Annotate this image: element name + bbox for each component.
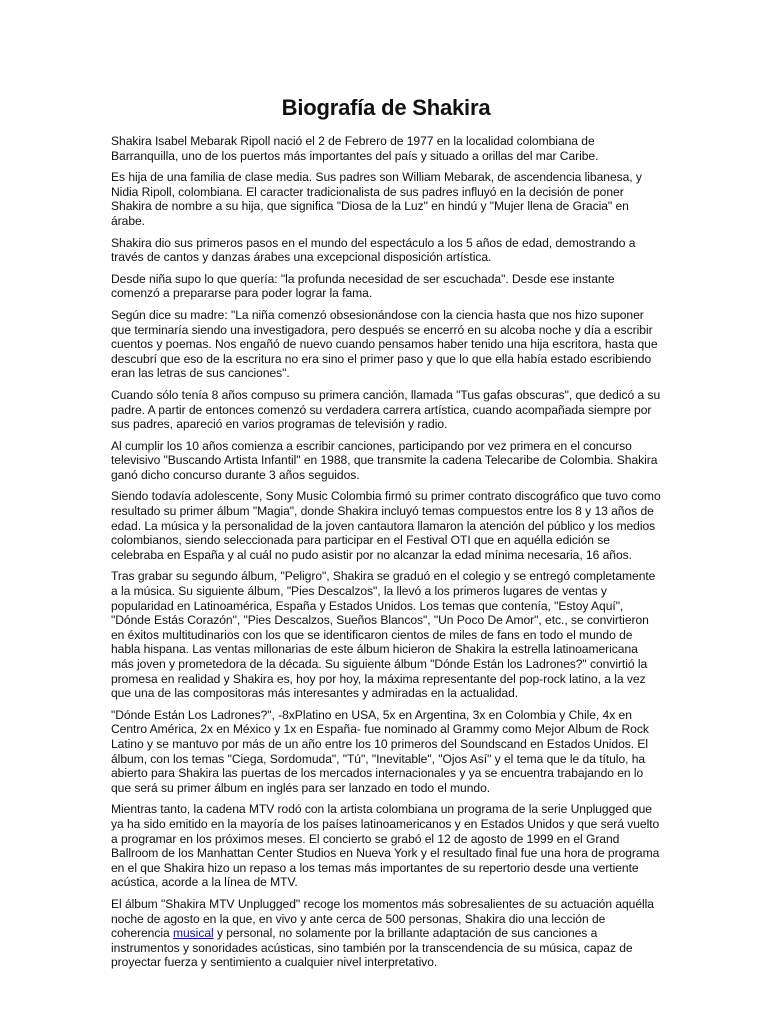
document-body xyxy=(111,94,661,977)
paragraph-career: Tras grabar su segundo álbum, "Peligro", Shakira se graduó en el colegio y se entregó completamente a la música. Su siguiente álbum, "Pies Descalzos", la llevó a los primeros lugares de ventas y popularidad en Latinoamérica, España y Estados Unidos. Los temas que contenía, "Estoy Aquí", "Dónde Estás Corazón", "Pies Descalzos, Sueños Blancos", "Un Poco De Amor", etc., se convirtieron en éxitos multitudinarios con los que se identificaron cientos de miles de fans en todo el mundo de habla hispana. Las ventas millonarias de este álbum hicieron de Shakira la estrella latinoamericana más joven y prometedora de la década. Su siguiente álbum "Dónde Están los Ladrones?" convirtió la promesa en realidad y Shakira es, hoy por hoy, la máxima representante del pop-rock latino, a la vez que una de las compositoras más interesantes y admiradas en la actualidad. xyxy=(111,569,656,701)
paragraph-family: Es hija de una familia de clase media. Sus padres son William Mebarak, de ascendencia libanesa, y Nidia Ripoll, colombiana. El caracter tradicionalista de sus padres influyó en la decisión de poner Shakira de nombre a su hija, que significa "Diosa de la Luz" en hindú y "Mujer llena de Gracia" en árabe. xyxy=(111,170,642,228)
document-title: Biografía de Shakira xyxy=(281,95,491,120)
paragraph-ladrones: "Dónde Están Los Ladrones?", -8xPlatino en USA, 5x en Argentina, 3x en Colombia y Chile, 4x en Centro América, 2x en México y 1x en España- fue nominado al Grammy como Mejor Album de Rock Latino y se mantuvo por más de un año entre los 10 primeros del Soundscand en Estados Unidos. El álbum, con los temas "Ciega, Sordomuda", "Tú", "Inevitable", "Ojos Así" y el tema que le da título, ha abierto para Shakira las puertas de los mercados internacionales y ya se encuentra trabajando en lo que será su primer álbum en inglés para ser lanzado en todo el mundo. xyxy=(111,707,649,795)
paragraph-first-song: Cuando sólo tenía 8 años compuso su primera canción, llamada "Tus gafas obscuras", que dedicó a su padre. A partir de entonces comenzó su verdadera carrera artística, cuando acompañada siempre por sus padres, apareció en varios programas de televisión y radio. xyxy=(111,387,661,432)
paragraph-contest: Al cumplir los 10 años comienza a escribir canciones, participando por vez primera en el concurso televisivo "Buscando Artista Infantil" en 1988, que transmite la cadena Telecaribe de Colombia. Shakira ganó dicho concurso durante 3 años seguidos. xyxy=(111,438,658,482)
unplugged-text-after-link: y personal, no solamente por la brillante adaptación de sus canciones a instrumentos y sonoridades acústicas, sino también por la transcendencia de su música, capaz de proyectar fuerza y sentimiento a cualquier nivel interpretativo. xyxy=(111,926,633,970)
paragraph-mtv: Mientras tanto, la cadena MTV rodó con la artista colombiana un programa de la serie Unplugged que ya ha sido emitido en la mayoría de los países latinoamericanos y en Estados Unidos y que será vuelto a programar en los próximos meses. El concierto se grabó el 12 de agosto de 1999 en el Grand Ballroom de los Manhattan Center Studios en Nueva York y el resultado final fue una hora de programa en el que Shakira hizo un repaso a los temas más importantes de su repertorio desde una vertiente acústica, acorde a la línea de MTV. xyxy=(111,802,660,890)
paragraph-childhood: Desde niña supo lo que quería: "la profunda necesidad de ser escuchada". Desde ese instante comenzó a prepararse para poder lograr la fama. xyxy=(111,271,615,301)
unplugged-text-before-link: El álbum "Shakira MTV Unplugged" recoge los momentos más sobresalientes de su actuación aquélla noche de agosto en la que, en vivo y ante cerca de 500 personas, Shakira dio una lección de coherencia xyxy=(111,896,654,941)
paragraph-first-album: Siendo todavía adolescente, Sony Music Colombia firmó su primer contrato discográfico que tuvo como resultado su primer álbum "Magia", donde Shakira incluyó temas compuestos entre los 8 y 13 años de edad. La música y la personalidad de la joven cantautora llamaron la atención del público y los medios colombianos, siendo seleccionada para participar en el Festival OTI que en aquélla edición se celebraba en España y al cuál no pudo asistir por no alcanzar la edad mínima necesaria, 16 años. xyxy=(111,489,661,562)
musical-link[interactable]: musical xyxy=(172,926,214,941)
paragraph-mother-quote: Según dice su madre: "La niña comenzó obsesionándose con la ciencia hasta que nos hizo suponer que terminaría siendo una investigadora, pero después se encerró en su alcoba noche y día a escribir cuentos y poemas. Nos engañó de nuevo cuando pensamos haber tenido una hija escritora, hasta que descubrí que eso de la escritura no era sino el primer paso y que lo que ella había estado escribiendo eran las letras de sus canciones". xyxy=(111,307,658,381)
paragraph-birth: Shakira Isabel Mebarak Ripoll nació el 2 de Febrero de 1977 en la localidad colombiana de Barranquilla, uno de los puertos más importantes del país y situado a orillas del mar Caribe. xyxy=(111,134,599,163)
paragraph-first-steps: Shakira dio sus primeros pasos en el mundo del espectáculo a los 5 años de edad, demostrando a través de cantos y danzas árabes una excepcional disposición artística. xyxy=(111,235,636,265)
paragraph-unplugged xyxy=(111,897,661,970)
